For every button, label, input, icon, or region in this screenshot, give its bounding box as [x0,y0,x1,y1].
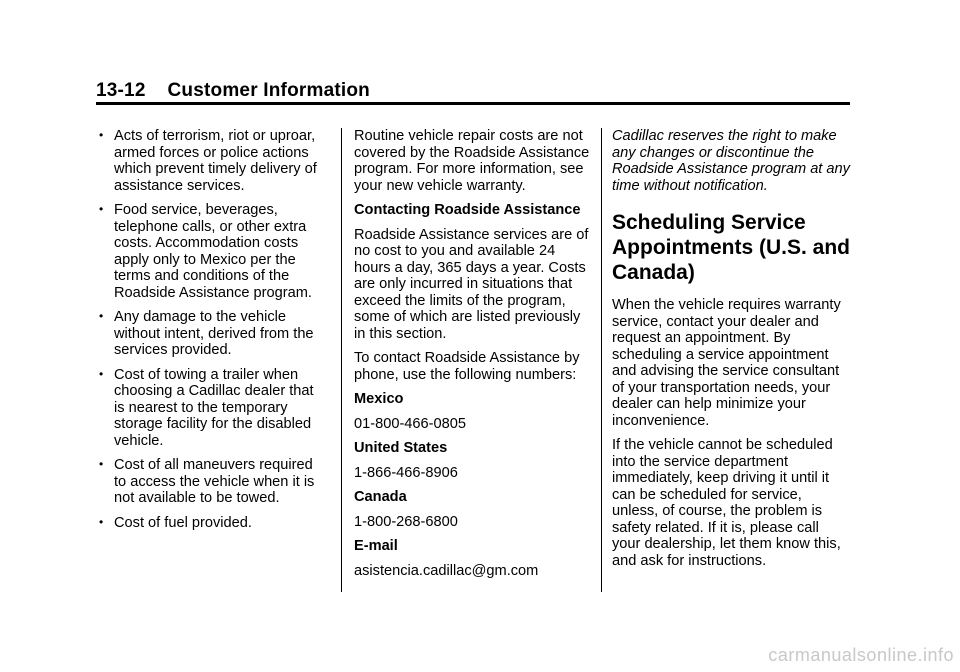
us-label: United States [354,440,448,456]
bullet-icon: • [99,128,104,142]
page-header [96,80,850,105]
scheduling-paragraph-2: If the vehicle cannot be scheduled into the service department immediately, keep driving it until it can be scheduled for service, unless, of course, the problem is safety related. If it is, please call your dealership, let them know this, and ask for instructions. [612,437,841,569]
watermark: carmanualsonline.info [768,645,954,665]
canada-number: 1-800-268-6800 [354,513,458,530]
contact-heading: Contacting Roadside Assistance [354,202,581,218]
mexico-label: Mexico [354,391,404,407]
email-label: E-mail [354,538,398,554]
list-item: • Cost of towing a trailer when choosing a Cadillac dealer that is nearest to the temporary storage facility for the disabled vehicle. [99,366,314,449]
disclaimer-note: Cadillac reserves the right to make any changes or discontinue the Roadside Assistance program at any time without notification. [612,128,850,194]
section-title: Scheduling Service Appointments (U.S. and Canada) [612,211,850,284]
bullet-icon: • [99,366,104,381]
list-item: • Cost of all maneuvers required to access the vehicle when it is not available to be towed. [99,457,315,506]
bullet-icon: • [99,202,104,216]
repair-costs-paragraph: Routine vehicle repair costs are not covered by the Roadside Assistance program. For more information, see your new vehicle warranty. [354,128,590,194]
column-exclusions [96,128,328,539]
column-divider [601,128,602,592]
exclusions-list [96,128,328,531]
phone-intro: To contact Roadside Assistance by phone, use the following numbers: [354,350,580,383]
canada-label: Canada [354,489,407,505]
us-number: 1-866-466-8906 [354,464,458,481]
bullet-icon: • [99,514,104,529]
bullet-icon: • [99,457,104,471]
mexico-number: 01-800-466-0805 [354,415,466,432]
list-item: • Food service, beverages, telephone calls, or other extra costs. Accommodation costs apply only to Mexico per the terms and conditions of the Roadside Assistance program. [99,202,312,301]
bullet-icon: • [99,309,104,323]
page-title: 13-12 Customer Information [96,80,370,101]
list-item: • Any damage to the vehicle without intent, derived from the services provided. [99,309,314,358]
list-item: • Cost of fuel provided. [99,514,252,531]
list-item: • Acts of terrorism, riot or uproar, armed forces or police actions which prevent timely delivery of assistance services. [99,128,317,194]
column-scheduling [612,128,850,577]
contact-paragraph: Roadside Assistance services are of no cost to you and available 24 hours a day, 365 days a year. Costs are only incurred in situations that exceed the limits of the program, some of which are listed previously in this section. [354,226,589,342]
scheduling-paragraph-1: When the vehicle requires warranty service, contact your dealer and request an appointment. By scheduling a service appointment and advising the service consultant of your transportation needs, your dealer can help minimize your inconvenience. [612,297,841,429]
column-divider [341,128,342,592]
column-contact [354,128,590,587]
email-address: asistencia.cadillac@gm.com [354,562,539,579]
